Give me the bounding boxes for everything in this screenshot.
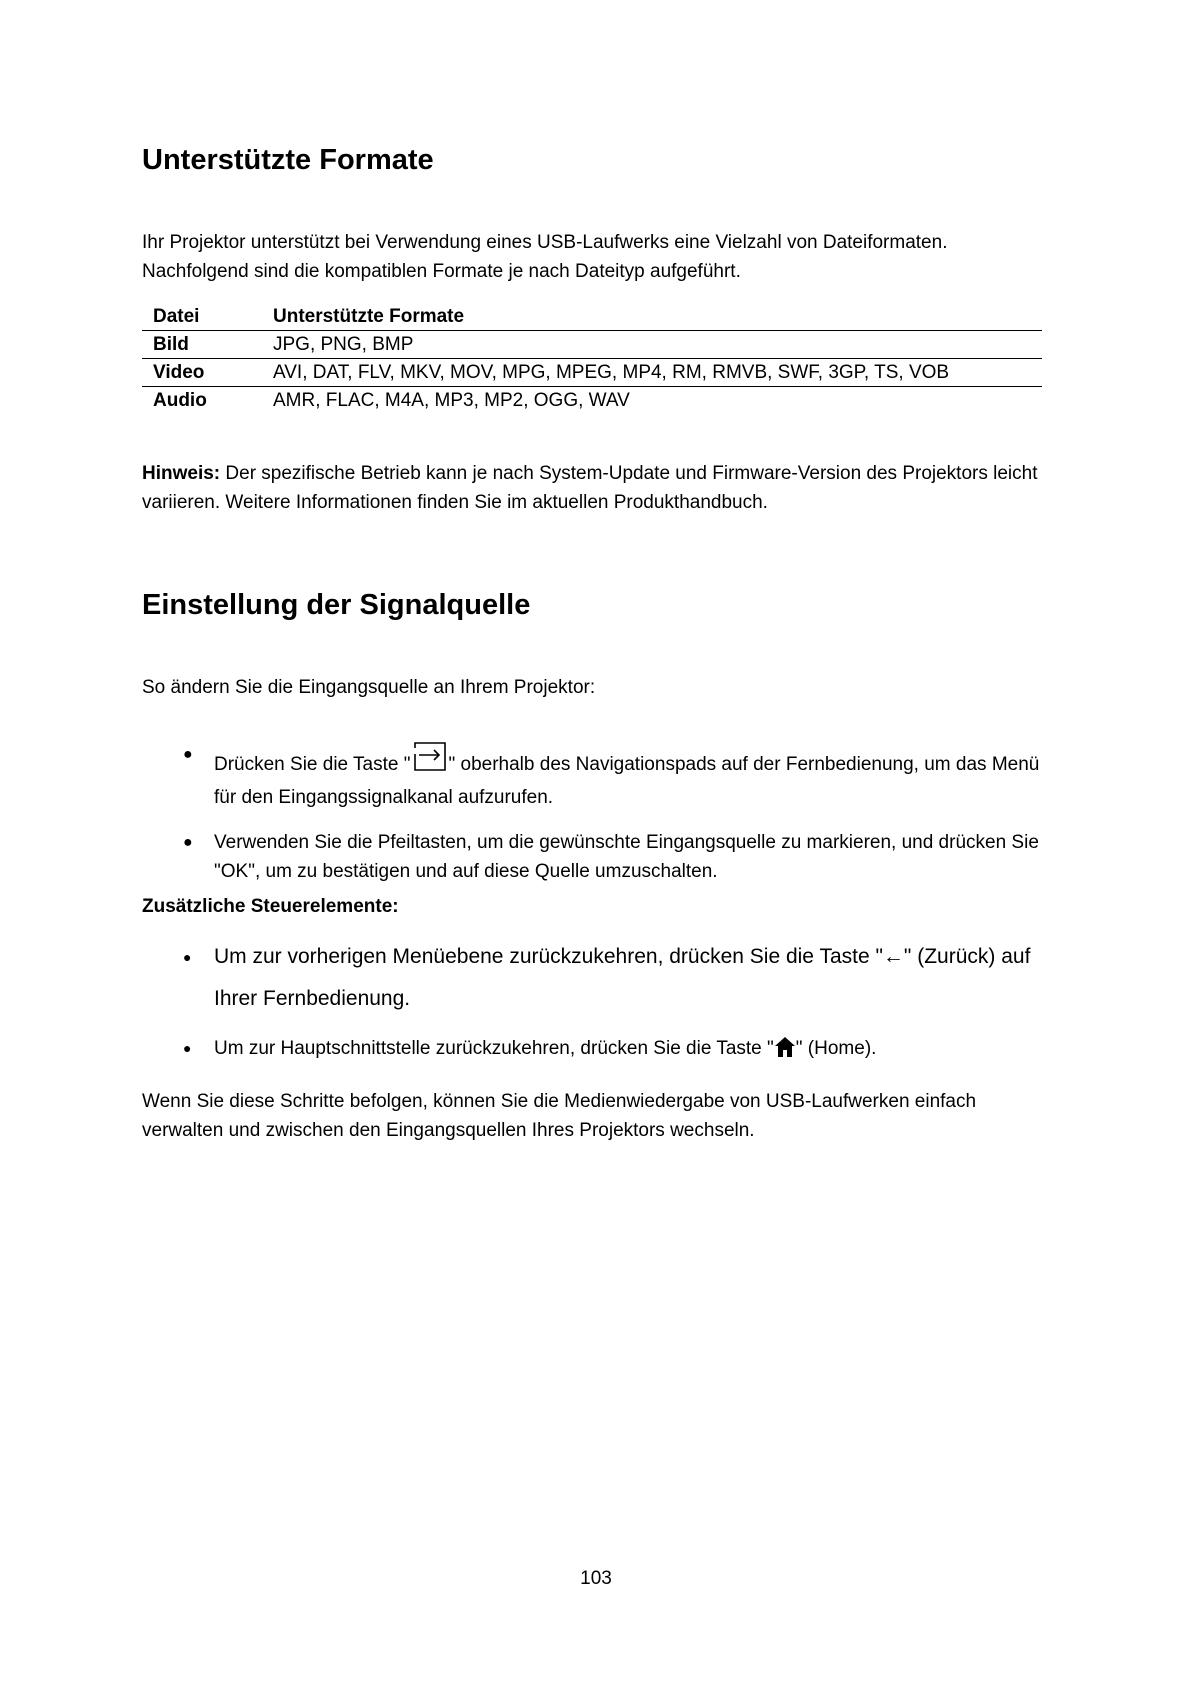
list-item	[142, 740, 1042, 812]
extra-controls-label: Zusätzliche Steuerelemente:	[142, 896, 399, 917]
closing-paragraph: Wenn Sie diese Schritte befolgen, können Sie die Medienwiedergabe von USB-Laufwerken einfach verwalten und zwischen den Eingangsquellen Ihres Projektors wechseln.	[142, 1091, 977, 1141]
formats-intro: Ihr Projektor unterstützt bei Verwendung eines USB-Laufwerks eine Vielzahl von Dateiformaten. Nachfolgend sind die kompatiblen Formate je nach Dateityp aufgeführt.	[142, 232, 948, 282]
home-icon	[774, 1036, 796, 1067]
step-text-before: Drücken Sie die Taste "	[214, 754, 411, 775]
bullet-dot: ●	[183, 746, 193, 763]
list-item	[142, 936, 1042, 1020]
extra-step-text-after: " (Home).	[795, 1038, 877, 1059]
list-item	[142, 1034, 1042, 1067]
table-cell-formats: AVI, DAT, FLV, MKV, MOV, MPG, MPEG, MP4, RM, RMVB, SWF, 3GP, TS, VOB	[262, 359, 1042, 387]
table-header-row	[142, 303, 1042, 331]
section-title-signal-source: Einstellung der Signalquelle	[142, 589, 531, 621]
table-cell-type: Audio	[153, 389, 207, 411]
step-text: Verwenden Sie die Pfeiltasten, um die gewünschte Eingangsquelle zu markieren, und drücken Sie "OK", um zu bestätigen und auf diese Quelle umzuschalten.	[214, 832, 1039, 882]
table-cell-formats: JPG, PNG, BMP	[262, 331, 1042, 359]
note-text: Der spezifische Betrieb kann je nach System-Update und Firmware-Version des Projektors leicht variieren. Weitere Informationen finden Sie im aktuellen Produkthandbuch.	[142, 463, 1038, 513]
bullet-dot: ●	[183, 1040, 192, 1056]
table-row	[142, 359, 1042, 387]
steps-list	[142, 740, 1042, 886]
table-cell-type: Video	[142, 359, 262, 387]
signal-intro: So ändern Sie die Eingangsquelle an Ihrem Projektor:	[142, 677, 596, 698]
list-item	[142, 828, 1042, 886]
table-header-formats: Unterstützte Formate	[262, 303, 1042, 331]
note-label: Hinweis:	[142, 463, 221, 484]
extra-step-text-before: Um zur Hauptschnittstelle zurückzukehren, drücken Sie die Taste "	[214, 1038, 774, 1059]
extra-controls-list	[142, 936, 1042, 1067]
extra-step-text: Um zur vorherigen Menüebene zurückzukehren, drücken Sie die Taste "←" (Zurück) auf Ihrer Fernbedienung.	[214, 945, 1031, 1010]
section-title-formats: Unterstützte Formate	[142, 144, 434, 176]
formats-table	[142, 303, 1042, 414]
step-text-after: " oberhalb des Navigationspads auf der Fernbedienung, um das Menü für den Eingangssignalkanal aufzurufen.	[214, 754, 1040, 808]
table-cell-type: Bild	[142, 331, 262, 359]
input-source-icon	[411, 740, 449, 783]
table-cell-formats: AMR, FLAC, M4A, MP3, MP2, OGG, WAV	[273, 389, 630, 411]
table-row	[142, 387, 1042, 415]
bullet-dot: ●	[183, 949, 192, 965]
table-row	[142, 331, 1042, 359]
note-paragraph	[142, 459, 1042, 517]
table-header-type: Datei	[142, 303, 262, 331]
bullet-dot: ●	[183, 834, 193, 851]
page-number: 103	[580, 1568, 612, 1589]
